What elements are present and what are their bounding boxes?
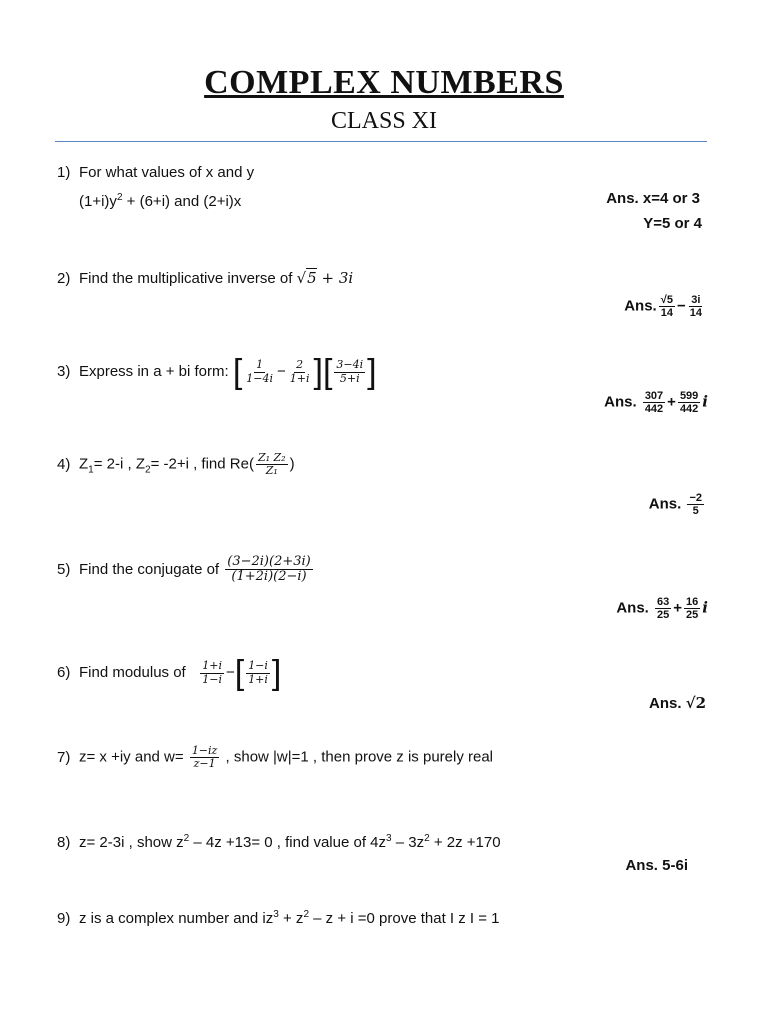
question-1-line-2: $(1+i)y^2 + (6+i)$ and (2+i)x: [79, 192, 242, 210]
page-subtitle: CLASS XI: [330, 108, 438, 134]
question-3: 3) Express in a + bi form: [ $\frac{1}{1-4i}$ − $\frac{2}{1+i}$ ][ $\frac{3-4i}{5+i}$ ]: [57, 353, 377, 391]
question-1: [57, 163, 254, 183]
question-number: 9): [57, 910, 71, 927]
answer-6: Ans. √2: [649, 694, 706, 712]
question-number: 2): [57, 270, 71, 287]
answer-5: Ans. $\frac{63}{25}$ + $\frac{16}{25}$ i: [616, 596, 708, 622]
question-4: 4) $Z_1= 2-i$ , $Z_2= -2+i$ , find Re( $\frac{\text{Z₁ Z₂}}{\text{Z₁}}$ ): [57, 451, 295, 478]
question-8: 8) z= 2-3i , show $z^2 - 4z +13= 0$ , find value of $4z^3 - 3z^2 + 2z +170$: [57, 833, 501, 851]
question-number: 7): [57, 748, 71, 766]
answer-3: Ans. $\frac{307}{442}$ + $\frac{599}{442}$ i: [604, 390, 708, 416]
question-number: 8): [57, 834, 71, 851]
answer-2: Ans. $\frac{√5}{14}$ − $\frac{3i}{14}$: [624, 294, 702, 320]
question-number: 3): [57, 362, 71, 380]
question-7: 7) z= x +iy and w= $\frac{1-iz}{z-1}$ , show |w|=1 , then prove z is purely real: [57, 744, 494, 771]
question-number: 5): [57, 560, 71, 578]
answer-1: Ans. x=4 or 3: [606, 190, 700, 207]
question-5: 5) Find the conjugate of $\frac{(3-2i)(2+3i)}{(1+2i)(2-i)}$: [57, 554, 311, 585]
answer-4: Ans. $\frac{-2}{5}$: [648, 492, 702, 518]
question-6: 6) Find modulus of $\frac{1+i}{1-i}$ −[ $\frac{1-i}{1+i}$ ]: [57, 654, 282, 692]
answer-8: Ans. 5-6i: [625, 857, 688, 874]
question-number: 4): [57, 455, 71, 473]
question-number: 1): [57, 164, 71, 181]
question-2: 2) Find the multiplicative inverse of √5 + 3i: [57, 269, 354, 287]
question-text: For what values of x and y: [79, 164, 255, 181]
header-divider: [55, 141, 707, 142]
question-number: 6): [57, 663, 71, 681]
answer-1-line-2: Y=5 or 4: [643, 215, 702, 232]
page-title: COMPLEX NUMBERS: [204, 64, 564, 101]
question-9: 9) z is a complex number and $iz^3 + z^2 - z + i =0$ prove that I z I = 1: [57, 909, 500, 927]
